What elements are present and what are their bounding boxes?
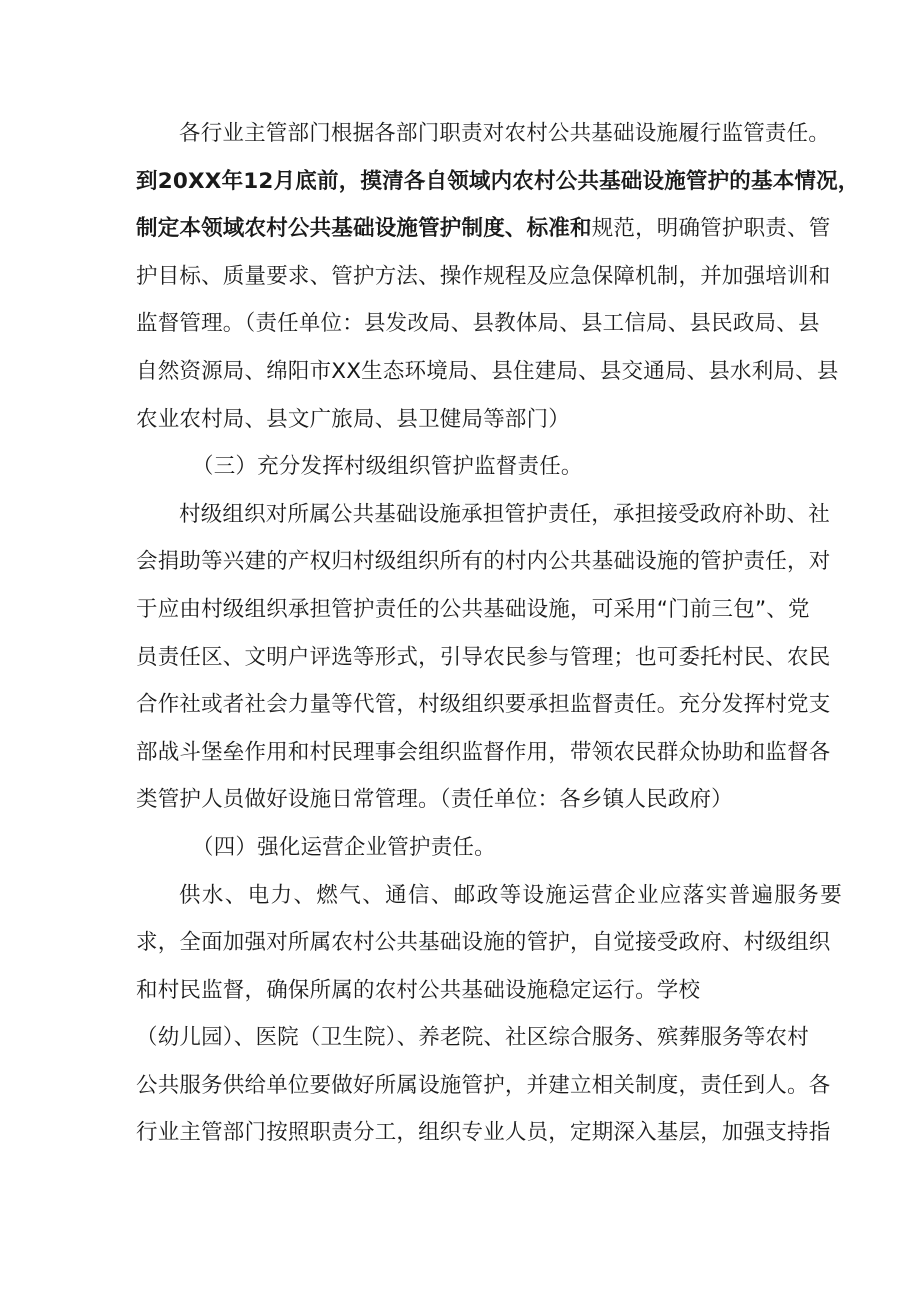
paragraph-line: 村级组织对所属公共基础设施承担管护责任，承担接受政府补助、社	[179, 501, 831, 527]
regular-segment: 规范，明确管护职责、管	[591, 216, 831, 242]
section-heading: （三）充分发挥村级组织管护监督责任。	[192, 454, 583, 480]
paragraph-line: 员责任区、文明户评选等形式，引导农民参与管理；也可委托村民、农民	[136, 644, 831, 670]
paragraph-line: （幼儿园）、医院（卫生院）、养老院、社区综合服务、殡葬服务等农村	[136, 1025, 809, 1051]
paragraph-line: 公共服务供给单位要做好所属设施管护，并建立相关制度，责任到人。各	[136, 1072, 831, 1098]
paragraph-line: 于应由村级组织承担管护责任的公共基础设施，可采用“门前三包”、党	[136, 596, 810, 622]
paragraph-line: 行业主管部门按照职责分工，组织专业人员，定期深入基层，加强支持指	[136, 1120, 831, 1146]
paragraph-line: 农业农村局、县文广旅局、县卫健局等部门）	[136, 406, 571, 432]
paragraph-line: 部战斗堡垒作用和村民理事会组织监督作用，带领农民群众协助和监督各	[136, 739, 831, 765]
bold-segment: 制定本领域农村公共基础设施管护制度、标准和	[136, 216, 592, 242]
paragraph-line: 求，全面加强对所属农村公共基础设施的管护，自觉接受政府、村级组织	[136, 930, 831, 956]
paragraph-line: 自然资源局、绵阳市XX生态环境局、县住建局、县交通局、县水利局、县	[136, 358, 839, 384]
section-heading: （四）强化运营企业管护责任。	[192, 834, 496, 860]
paragraph-line: 供水、电力、燃气、通信、邮政等设施运营企业应落实普遍服务要	[179, 882, 844, 908]
paragraph-line: 监督管理。（责任单位：县发改局、县教体局、县工信局、县民政局、县	[136, 311, 820, 337]
paragraph-line: 护目标、质量要求、管护方法、操作规程及应急保障机制，并加强培训和	[136, 263, 831, 289]
document-body	[136, 110, 860, 1157]
paragraph-line: 合作社或者社会力量等代管，村级组织要承担监督责任。充分发挥村党支	[136, 692, 831, 718]
paragraph-line: 类管护人员做好设施日常管理。（责任单位：各乡镇人民政府）	[136, 787, 733, 813]
paragraph-line: 会捐助等兴建的产权归村级组织所有的村内公共基础设施的管护责任，对	[136, 549, 831, 575]
paragraph-line	[136, 205, 831, 253]
paragraph-line: 到20XX年12月底前，摸清各自领域内农村公共基础设施管护的基本情况，	[136, 168, 860, 194]
paragraph-line: 和村民监督，确保所属的农村公共基础设施稳定运行。学校	[136, 977, 701, 1003]
paragraph-line: 各行业主管部门根据各部门职责对农村公共基础设施履行监管责任。	[179, 121, 831, 146]
